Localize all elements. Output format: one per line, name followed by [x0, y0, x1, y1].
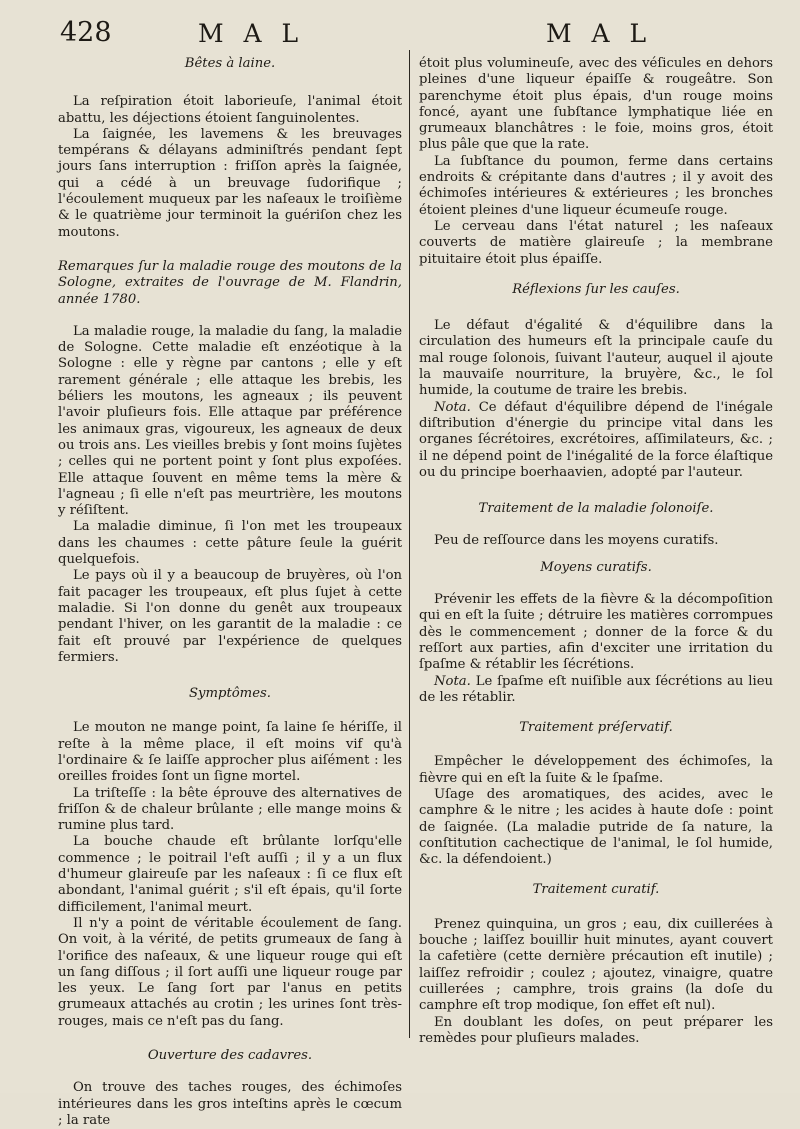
page-number: 428: [60, 17, 112, 48]
heading-reflexions: Réflexions ſur les cauſes.: [512, 281, 680, 297]
nota-label: Nota.: [434, 673, 471, 689]
heading-traitement-curatif: Traitement curatif.: [532, 882, 660, 898]
paragraph-maladie-diminue: La maladie diminue, ſi l'on met les troupeaux dans les chaumes : cette pâture ſeule la guérit quelquefois.: [58, 519, 402, 568]
heading-traitement-preservatif: Traitement préſervatif.: [519, 720, 673, 736]
heading-remarques: Remarques ſur la maladie rouge des moutons de la Sologne, extraites de l'ouvrage de M. Flandrin, année 1780.: [58, 258, 402, 307]
left-column: [58, 56, 402, 1129]
paragraph-prenez-quinquina: Prenez quinquina, un gros ; eau, dix cuillerées à bouche ; laiſſez bouillir huit minutes, ayant couvert la cafetière (cette dernière précaution eſt inutile) ; laiſſez refroidir ; coulez ; ajoutez, vinaigre, quatre cuillerées ; camphre, trois grains (la doſe du camphre eſt trop modique, ſon effet eſt nul).: [419, 916, 773, 1014]
heading-moyens-curatifs: Moyens curatifs.: [540, 559, 652, 575]
paragraph-saignee: La ſaignée, les lavemens & les breuvages tempérans & délayans adminiſtrés pendant ſept jours ſans interruption : friſſon après la ſaignée, qui a cédé à un breuvage ſudorifique ; l'écoulement muqueux par les naſeaux le troiſième & le quatrième jour terminoit la guériſon chez les moutons.: [58, 126, 402, 240]
nota-label: Nota.: [434, 399, 471, 415]
nota-text: Ce défaut d'équilibre dépend de l'inégale diſtribution d'énergie du principe vital dans les organes ſécrétoires, excrétoires, aſſimilateurs, &c. ; il ne dépend point de l'inégalité de la force élaſtique ou du principe boerhaavien, adopté par l'auteur.: [419, 399, 773, 480]
paragraph-en-doublant: En doublant les doſes, on peut préparer les remèdes pour pluſieurs malades.: [419, 1014, 773, 1046]
column-divider: [409, 50, 410, 1038]
paragraph-pays-bruyeres: Le pays où il y a beaucoup de bruyères, où l'on fait pacager les troupeaux, eſt plus ſujet à cette maladie. Si l'on donne du genêt aux troupeaux pendant l'hiver, on les garantit de la maladie : ce fait eſt prouvé par l'expérience de quelques fermiers.: [58, 568, 402, 665]
paragraph-cerveau: Le cerveau dans l'état naturel ; les naſeaux couverts de matière glaireuſe ; la membrane pituitaire étoit plus épaiſſe.: [419, 218, 773, 267]
right-column: [419, 56, 773, 1047]
paragraph-maladie-rouge: La maladie rouge, la maladie du ſang, la maladie de Sologne. Cette maladie eſt enzéotique à la Sologne : elle y règne par cantons ; elle y eſt rarement générale ; elle attaque les brebis, les béliers les moutons, les agneaux ; ils peuvent l'avoir pluſieurs fois. Elle attaque par préférence les animaux gras, vigoureux, les agneaux de deux ou trois ans. Les vieilles brebis y ſont moins ſujètes ; celles qui ne portent point y ſont plus expoſées. Elle attaque ſouvent en même tems la mère & l'agneau ; ſi elle n'eſt pas meurtrière, les moutons y réſiſtent.: [58, 323, 402, 519]
paragraph-defaut-egalite: Le défaut d'égalité & d'équilibre dans la circulation des humeurs eſt la principale cauſe du mal rouge ſolonois, ſuivant l'auteur, auquel il ajoute la mauvaiſe nourriture, la bruyère, &c., le ſol humide, la coutume de traire les brebis.: [419, 318, 773, 399]
heading-symptomes: Symptômes.: [189, 686, 271, 702]
paragraph-respiration: La reſpiration étoit laborieuſe, l'animal étoit abattu, les déjections étoient ſanguinolentes.: [58, 94, 402, 126]
paragraph-taches-rouges: On trouve des taches rouges, des échimoſes intérieures dans les gros inteſtins après le cœcum ; la rate: [58, 1080, 402, 1128]
paragraph-bouche: La bouche chaude eſt brûlante lorſqu'elle commence ; le poitrail l'eſt auſſi ; il y a un flux d'humeur glaireuſe par les naſeaux : ſi ce flux eſt abondant, l'animal guérit ; s'il eſt épais, qu'il ſorte difficilement, l'animal meurt.: [58, 834, 402, 915]
paragraph-poumon: La ſubſtance du poumon, ferme dans certains endroits & crépitante dans d'autres ; il y avoit des échimoſes intérieures & extérieures ; les bronches étoient pleines d'une liqueur écumeuſe rouge.: [419, 153, 773, 218]
paragraph-tristesse: La triſteſſe : la bête éprouve des alternatives de friſſon & de chaleur brûlante ; elle mange moins & rumine plus tard.: [58, 785, 402, 834]
heading-betes-a-laine: Bêtes à laine.: [184, 56, 276, 71]
running-head-left: M A L: [198, 19, 305, 48]
paragraph-prevenir: Prévenir les effets de la fièvre & la décompoſition qui en eſt la ſuite ; détruire les matières corrompues dès le commencement ; donner de la force & du reſſort aux parties, afin d'exciter une irritation du ſpaſme & rétablir les ſécrétions.: [419, 592, 773, 673]
running-head-right: M A L: [546, 19, 653, 48]
paragraph-mouton: Le mouton ne mange point, ſa laine ſe hériſſe, il reſte à la même place, il eſt moins vif qu'à l'ordinaire & ſe laiſſe approcher plus aiſément : les oreilles froides ſont un ſigne mortel.: [58, 720, 402, 785]
paragraph-usage-aromatiques: Uſage des aromatiques, des acides, avec le camphre & le nitre ; les acides à haute doſe : point de ſaignée. (La maladie putride de ſa nature, la conſtitution cachectique de l'animal, le ſol humide, &c. la défendoient.): [419, 786, 773, 868]
paragraph-nota-1: [419, 400, 773, 481]
nota-text: Le ſpaſme eſt nuiſible aux ſécrétions au lieu de les rétablir.: [419, 673, 773, 705]
paragraph-peu-de-ressource: Peu de reſſource dans les moyens curatifs.: [434, 533, 719, 549]
paragraph-empecher: Empêcher le développement des échimoſes, la fièvre qui en eſt la ſuite & le ſpaſme.: [419, 754, 773, 786]
paragraph-ecoulement: Il n'y a point de véritable écoulement de ſang. On voit, à la vérité, de petits grumeaux de ſang à l'orifice des naſeaux, & une liqueur rouge qui eſt un ſang diſſous ; il ſort auſſi une liqueur rouge par les yeux. Le ſang ſort par l'anus en petits grumeaux attachés au crotin ; les urines ſont très-rouges, mais ce n'eſt pas du ſang.: [58, 915, 402, 1029]
heading-ouverture-cadavres: Ouverture des cadavres.: [147, 1048, 313, 1064]
paragraph-rate-continued: étoit plus volumineuſe, avec des véſicules en dehors pleines d'une liqueur épaiſſe & rougeâtre. Son parenchyme étoit plus épais, d'un rouge moins foncé, ayant une ſubſtance lymphatique liée en grumeaux blanchâtres : le foie, moins gros, étoit plus pâle que que la rate.: [419, 56, 773, 153]
heading-traitement-solonoise: Traitement de la maladie ſolonoiſe.: [478, 501, 714, 517]
paragraph-nota-2: [419, 674, 773, 707]
